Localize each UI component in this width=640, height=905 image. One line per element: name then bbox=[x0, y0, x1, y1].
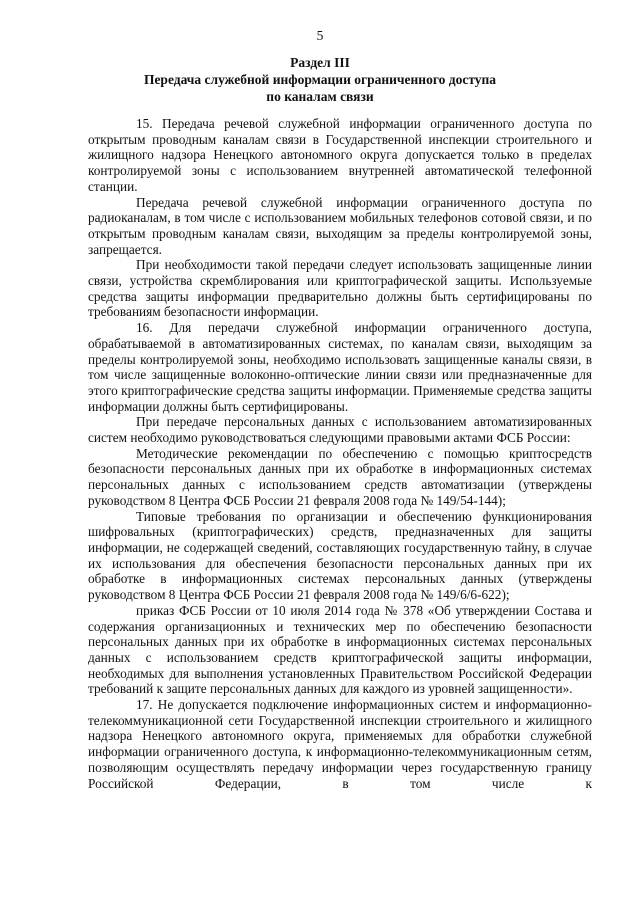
paragraph-radio-prohibition: Передача речевой служебной информации ограниченного доступа по радиоканалам, в том числе с использованием мобильных телефонов сотовой связи, и по открытым проводным каналам связи, выходящим за пределы контролируемой зоны, запрещается. bbox=[88, 194, 592, 257]
paragraph-methodical-recommendations: Методические рекомендации по обеспечению с помощью криптосредств безопасности персональных данных при их обработке в информационных системах персональных данных с использованием средств автоматизации (утверждены руководством 8 Центра ФСБ России 21 февраля 2008 года № 149/54-144); bbox=[88, 445, 592, 508]
paragraph-16: 16. Для передачи служебной информации ограниченного доступа, обрабатываемой в автоматизированных системах, по каналам связи, выходящим за пределы контролируемой зоны, необходимо использовать защищенные каналы связи, в том числе защищенные волоконно-оптические линии связи или предназначенные для этого криптографические средства защиты информации. Применяемые средства защиты информации должны быть сертифицированы. bbox=[88, 320, 592, 414]
section-label: Раздел III bbox=[290, 55, 350, 70]
document-body bbox=[88, 116, 592, 791]
paragraph-17: 17. Не допускается подключение информационных систем и информационно-телекоммуникационной сети Государственной инспекции строительного и жилищного надзора Ненецкого автономного округа, применяемых для обработки служебной информации ограниченного доступа, к информационно-телекоммуникационным сетям, позволяющим осуществлять передачу информации через государственную границу Российской Федерации, в том числе к bbox=[88, 697, 592, 791]
section-title-line-1: Передача служебной информации ограниченного доступа bbox=[143, 72, 497, 87]
page-number: 5 bbox=[316, 28, 324, 43]
paragraph-fsb-order-378: приказ ФСБ России от 10 июля 2014 года № 378 «Об утверждении Состава и содержания организационных и технических мер по обеспечению безопасности персональных данных при их обработке в информационных системах персональных данных с использованием средств криптографической защиты информации, необходимых для выполнения установленных Правительством Российской Федерации требований к защите персональных данных для каждого из уровней защищенности». bbox=[88, 602, 592, 697]
section-title-line-2: по каналам связи bbox=[266, 89, 374, 104]
paragraph-protected-lines: При необходимости такой передачи следует использовать защищенные линии связи, устройства скремблирования или криптографической защиты. Используемые средства защиты информации предварительно должны быть сертифицированы по требованиям безопасности информации. bbox=[88, 257, 592, 320]
paragraph-fsb-acts-intro: При передаче персональных данных с использованием автоматизированных систем необходимо руководствоваться следующими правовыми актами ФСБ России: bbox=[88, 414, 592, 446]
paragraph-15: 15. Передача речевой служебной информации ограниченного доступа по открытым проводным каналам связи в Государственной инспекции строительного и жилищного надзора Ненецкого автономного округа допускается только в пределах контролируемой зоны с использованием внутренней автоматической телефонной станции. bbox=[88, 116, 592, 194]
paragraph-typical-requirements: Типовые требования по организации и обеспечению функционирования шифровальных (криптографических) средств, предназначенных для защиты информации, не содержащей сведений, составляющих государственную тайну, в случае их использования для обеспечения безопасности персональных данных при их обработке в информационных системах персональных данных (утверждены руководством 8 Центра ФСБ России 21 февраля 2008 года № 149/6/6-622); bbox=[88, 508, 592, 603]
